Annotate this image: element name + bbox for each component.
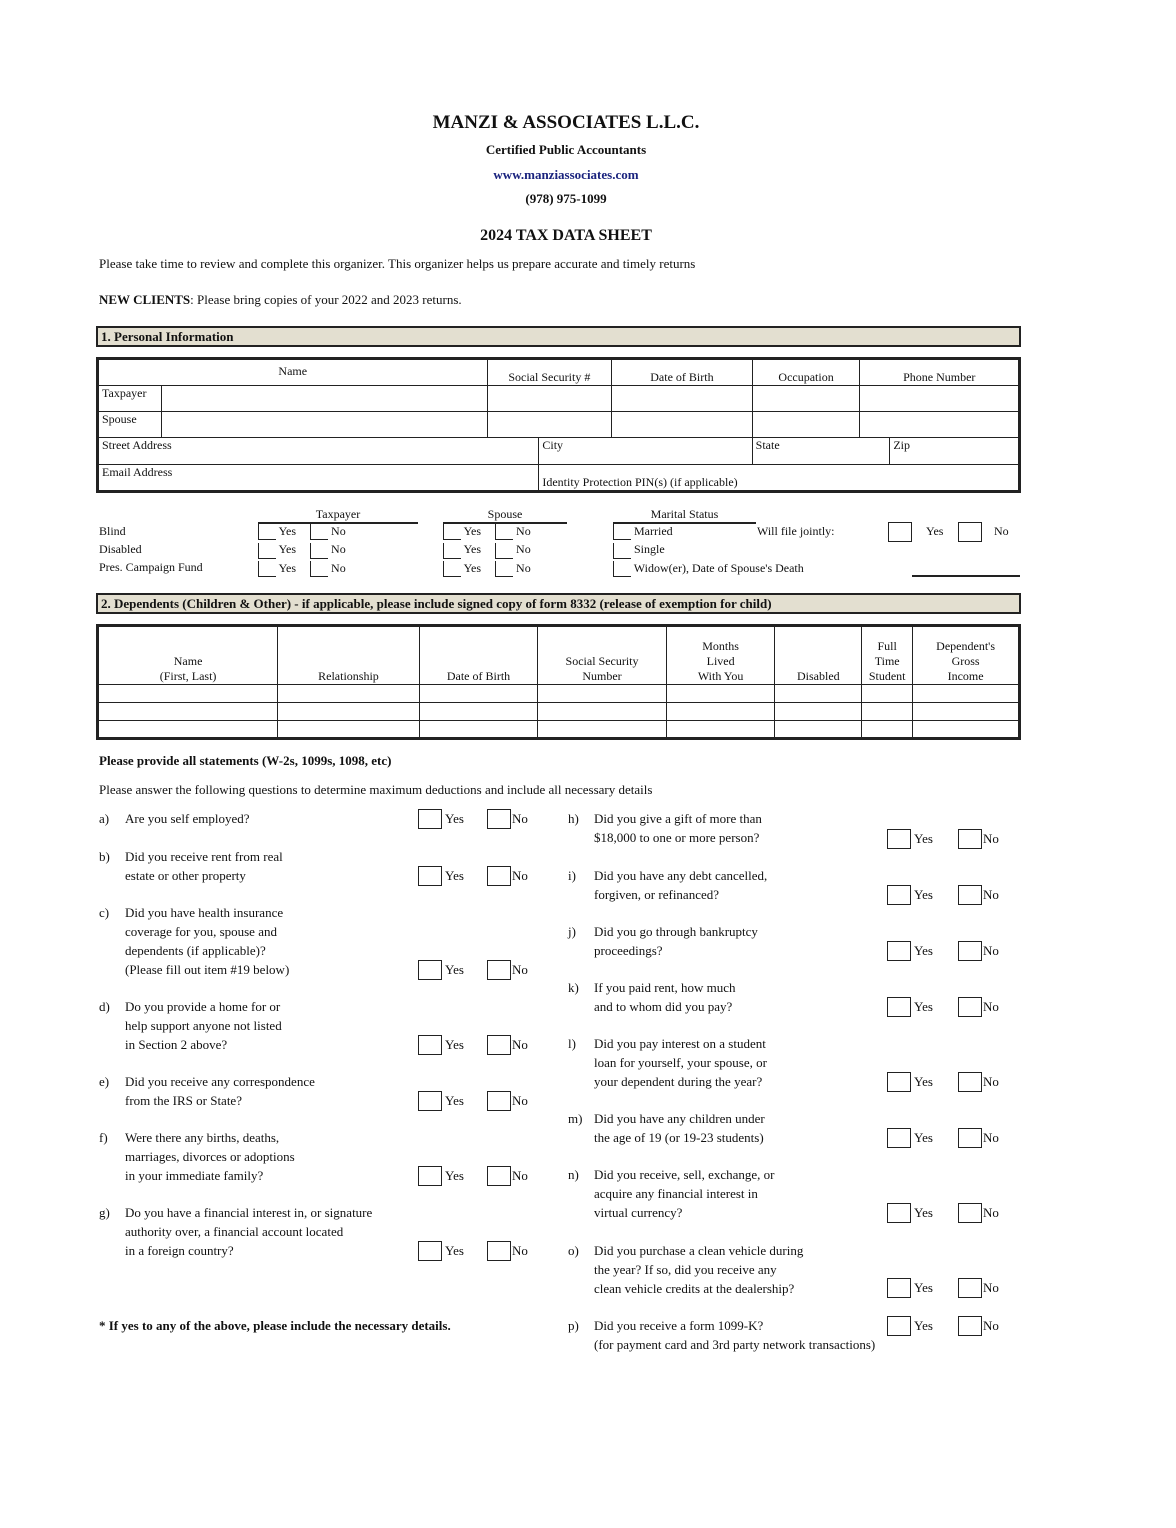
dep-col-disabled: Disabled bbox=[775, 626, 862, 685]
taxpayer-ssn-field[interactable] bbox=[487, 386, 612, 412]
question-no-checkbox[interactable] bbox=[958, 1203, 982, 1223]
question-yes-label: Yes bbox=[445, 1168, 464, 1183]
question-no-label: No bbox=[512, 811, 528, 826]
question-no-label: No bbox=[983, 831, 999, 846]
question-no-label: No bbox=[512, 1243, 528, 1258]
question-line: Did you have any children under bbox=[594, 1111, 765, 1126]
question-yes-label: Yes bbox=[445, 811, 464, 826]
spouse-disabled-no-checkbox[interactable] bbox=[495, 543, 513, 559]
dependent-cell[interactable] bbox=[98, 703, 278, 721]
question-yes-checkbox[interactable] bbox=[418, 1091, 442, 1111]
question-text bbox=[594, 1109, 765, 1147]
dependent-cell[interactable] bbox=[862, 721, 913, 739]
question-yes-checkbox[interactable] bbox=[418, 866, 442, 886]
dependent-row bbox=[98, 685, 1020, 703]
spouse-blind-yes-checkbox[interactable] bbox=[443, 524, 461, 540]
dep-col-relationship: Relationship bbox=[278, 626, 420, 685]
col-name-header: Name bbox=[98, 359, 488, 386]
dep-col-student bbox=[862, 626, 913, 685]
question-yes-checkbox[interactable] bbox=[887, 997, 911, 1017]
question-no-label: No bbox=[983, 999, 999, 1014]
dependent-cell[interactable] bbox=[278, 703, 420, 721]
question-yes-checkbox[interactable] bbox=[887, 941, 911, 961]
yes-label: Yes bbox=[463, 542, 482, 557]
question-yes-checkbox[interactable] bbox=[418, 809, 442, 829]
question-no-label: No bbox=[983, 887, 999, 902]
question-no-checkbox[interactable] bbox=[958, 1128, 982, 1148]
question-yes-label: Yes bbox=[445, 1093, 464, 1108]
dependents-table bbox=[96, 624, 1021, 740]
question-letter: g) bbox=[99, 1205, 110, 1220]
dependent-cell[interactable] bbox=[538, 685, 667, 703]
question-letter: b) bbox=[99, 849, 110, 864]
question-line: loan for yourself, your spouse, or bbox=[594, 1055, 767, 1070]
question-text bbox=[125, 847, 283, 885]
question-letter: p) bbox=[568, 1318, 579, 1333]
dep-col-student-line3: Student bbox=[868, 669, 906, 683]
question-yes-label: Yes bbox=[914, 1074, 933, 1089]
new-clients-label: NEW CLIENTS bbox=[99, 292, 191, 307]
col-occupation-header: Occupation bbox=[752, 359, 860, 386]
new-clients-note bbox=[99, 292, 462, 308]
yes-label: Yes bbox=[278, 524, 297, 538]
taxpayer-status-checks bbox=[258, 522, 346, 577]
taxpayer-dob-field[interactable] bbox=[612, 386, 753, 412]
dependent-cell[interactable] bbox=[278, 721, 420, 739]
dependent-cell[interactable] bbox=[419, 703, 538, 721]
question-line: Do you provide a home for or bbox=[125, 999, 281, 1014]
question-yes-checkbox[interactable] bbox=[887, 829, 911, 849]
spouse-campaign-yes-checkbox[interactable] bbox=[443, 561, 461, 577]
question-line: (for payment card and 3rd party network transactions) bbox=[594, 1337, 876, 1352]
question-letter: h) bbox=[568, 811, 579, 826]
status-marital-heading: Marital Status bbox=[613, 507, 756, 524]
question-text bbox=[594, 866, 767, 904]
spouse-blind-no-checkbox[interactable] bbox=[495, 524, 513, 540]
question-line: proceedings? bbox=[594, 943, 663, 958]
marital-widow-checkbox[interactable] bbox=[613, 561, 631, 577]
question-no-label: No bbox=[983, 1074, 999, 1089]
spouse-death-date-line[interactable] bbox=[912, 575, 1020, 577]
question-line: Did you have health insurance bbox=[125, 905, 284, 920]
dep-col-income-line2: Gross bbox=[951, 654, 980, 668]
question-text bbox=[594, 1241, 803, 1298]
question-line: Did you have any debt cancelled, bbox=[594, 868, 768, 883]
question-yes-checkbox[interactable] bbox=[887, 1203, 911, 1223]
question-line: forgiven, or refinanced? bbox=[594, 887, 720, 902]
zip-field[interactable] bbox=[890, 438, 1020, 465]
yes-label: Yes bbox=[278, 560, 297, 575]
status-row-disabled: Disabled bbox=[99, 542, 142, 556]
question-letter: k) bbox=[568, 980, 579, 995]
question-line: Did you give a gift of more than bbox=[594, 811, 762, 826]
question-text bbox=[125, 903, 289, 979]
section2-header: 2. Dependents (Children & Other) - if applicable, please include signed copy of form 8332 (release of exemption for child) bbox=[96, 593, 1021, 614]
question-yes-label: Yes bbox=[445, 1243, 464, 1258]
state-field[interactable] bbox=[752, 438, 890, 465]
firm-name: MANZI & ASSOCIATES L.L.C. bbox=[432, 112, 700, 133]
question-line: Did you go through bankruptcy bbox=[594, 924, 758, 939]
dep-col-months bbox=[666, 626, 775, 685]
question-yes-checkbox[interactable] bbox=[887, 1072, 911, 1092]
file-jointly-yes-checkbox[interactable] bbox=[888, 522, 912, 542]
question-line: and to whom did you pay? bbox=[594, 999, 733, 1014]
question-line: help support anyone not listed bbox=[125, 1018, 282, 1033]
question-yes-checkbox[interactable] bbox=[418, 1166, 442, 1186]
spouse-name-field[interactable] bbox=[161, 412, 487, 438]
question-line: the age of 19 (or 19-23 students) bbox=[594, 1130, 764, 1145]
question-line: estate or other property bbox=[125, 868, 246, 883]
spouse-phone-field[interactable] bbox=[860, 412, 1020, 438]
question-no-label: No bbox=[983, 1280, 999, 1295]
dependent-cell[interactable] bbox=[538, 721, 667, 739]
question-no-checkbox[interactable] bbox=[958, 829, 982, 849]
dependent-cell[interactable] bbox=[913, 721, 1020, 739]
pin-label: Identity Protection PIN(s) (if applicable) bbox=[542, 475, 738, 489]
question-letter: n) bbox=[568, 1167, 579, 1182]
dep-col-name-line1: Name bbox=[173, 654, 203, 668]
dep-col-income-line3: Income bbox=[947, 669, 984, 683]
question-letter: i) bbox=[568, 868, 576, 883]
question-no-checkbox[interactable] bbox=[487, 1091, 511, 1111]
intro-text: Please take time to review and complete this organizer. This organizer helps us prepare accurate and timely returns bbox=[99, 256, 696, 271]
question-no-label: No bbox=[512, 1037, 528, 1052]
sheet-title: 2024 TAX DATA SHEET bbox=[480, 227, 652, 244]
dep-col-name-line2: (First, Last) bbox=[159, 669, 217, 683]
question-no-checkbox[interactable] bbox=[958, 997, 982, 1017]
question-text bbox=[594, 978, 736, 1016]
answer-questions-note: Please answer the following questions to determine maximum deductions and include all necessary details bbox=[99, 782, 653, 797]
dependent-cell[interactable] bbox=[775, 685, 862, 703]
question-line: $18,000 to one or more person? bbox=[594, 830, 760, 845]
dependent-cell[interactable] bbox=[666, 685, 775, 703]
question-line: Did you receive rent from real bbox=[125, 849, 283, 864]
dependent-cell[interactable] bbox=[862, 685, 913, 703]
taxpayer-campaign-yes-checkbox[interactable] bbox=[258, 561, 276, 577]
status-row-campaign: Pres. Campaign Fund bbox=[99, 560, 203, 574]
question-line: authority over, a financial account located bbox=[125, 1224, 344, 1239]
yes-label: Yes bbox=[463, 524, 482, 538]
question-line: in your immediate family? bbox=[125, 1168, 264, 1183]
taxpayer-blind-yes-checkbox[interactable] bbox=[258, 524, 276, 540]
question-line: Did you receive, sell, exchange, or bbox=[594, 1167, 775, 1182]
question-no-label: No bbox=[512, 1093, 528, 1108]
no-label: No bbox=[516, 542, 531, 557]
dep-col-ssn-line1: Social Security bbox=[565, 654, 639, 668]
question-text bbox=[594, 1316, 875, 1354]
question-yes-checkbox[interactable] bbox=[418, 1035, 442, 1055]
question-yes-checkbox[interactable] bbox=[418, 1241, 442, 1261]
question-line: in Section 2 above? bbox=[125, 1037, 228, 1052]
question-no-label: No bbox=[512, 1168, 528, 1183]
question-line: the year? If so, did you receive any bbox=[594, 1262, 777, 1277]
question-line: dependents (if applicable)? bbox=[125, 943, 266, 958]
question-no-checkbox[interactable] bbox=[958, 1316, 982, 1336]
taxpayer-name-field[interactable] bbox=[161, 386, 487, 412]
new-clients-text: : Please bring copies of your 2022 and 2023 returns. bbox=[190, 292, 462, 307]
yes-label: Yes bbox=[278, 542, 297, 557]
firm-website-link[interactable]: www.manziassociates.com bbox=[493, 167, 639, 182]
question-letter: l) bbox=[568, 1036, 576, 1051]
dependent-cell[interactable] bbox=[913, 703, 1020, 721]
dependent-cell[interactable] bbox=[419, 685, 538, 703]
yes-label: Yes bbox=[463, 560, 482, 575]
file-jointly-no-checkbox[interactable] bbox=[958, 522, 982, 542]
dependent-cell[interactable] bbox=[913, 685, 1020, 703]
question-line: If you paid rent, how much bbox=[594, 980, 736, 995]
status-taxpayer-heading: Taxpayer bbox=[258, 507, 418, 524]
no-label: No bbox=[331, 560, 346, 575]
dependent-row bbox=[98, 703, 1020, 721]
no-label: No bbox=[331, 524, 346, 538]
question-letter: c) bbox=[99, 905, 110, 920]
dep-col-name bbox=[98, 626, 278, 685]
spouse-occupation-field[interactable] bbox=[752, 412, 860, 438]
marital-single-checkbox[interactable] bbox=[613, 543, 631, 559]
file-jointly-yes-label: Yes bbox=[926, 524, 944, 538]
dependent-cell[interactable] bbox=[775, 721, 862, 739]
col-dob-header: Date of Birth bbox=[612, 359, 753, 386]
taxpayer-disabled-yes-checkbox[interactable] bbox=[258, 543, 276, 559]
spouse-disabled-yes-checkbox[interactable] bbox=[443, 543, 461, 559]
question-text bbox=[125, 1203, 372, 1260]
dep-col-ssn-line2: Number bbox=[582, 669, 622, 683]
no-label: No bbox=[516, 524, 531, 538]
question-letter: e) bbox=[99, 1074, 110, 1089]
question-no-checkbox[interactable] bbox=[487, 960, 511, 980]
personal-info-table bbox=[96, 357, 1021, 493]
no-label: No bbox=[331, 542, 346, 557]
spouse-status-checks bbox=[443, 522, 531, 577]
dependent-row bbox=[98, 721, 1020, 739]
dep-col-months-line3: With You bbox=[697, 669, 744, 683]
dependent-cell[interactable] bbox=[278, 685, 420, 703]
pin-field[interactable] bbox=[539, 465, 1020, 492]
email-field[interactable] bbox=[98, 465, 539, 492]
col-ssn-header: Social Security # bbox=[487, 359, 612, 386]
question-yes-label: Yes bbox=[445, 1037, 464, 1052]
spouse-ssn-field[interactable] bbox=[487, 412, 612, 438]
taxpayer-blind-no-checkbox[interactable] bbox=[310, 524, 328, 540]
question-yes-checkbox[interactable] bbox=[418, 960, 442, 980]
dependent-cell[interactable] bbox=[862, 703, 913, 721]
street-address-label: Street Address bbox=[102, 438, 172, 452]
col-phone-header: Phone Number bbox=[860, 359, 1020, 386]
question-line: Do you have a financial interest in, or signature bbox=[125, 1205, 373, 1220]
question-no-checkbox[interactable] bbox=[487, 866, 511, 886]
question-no-checkbox[interactable] bbox=[487, 809, 511, 829]
question-yes-checkbox[interactable] bbox=[887, 1128, 911, 1148]
dep-col-student-line2: Time bbox=[874, 654, 900, 668]
question-no-checkbox[interactable] bbox=[958, 1278, 982, 1298]
file-jointly-no-label: No bbox=[994, 524, 1009, 538]
dep-col-months-line1: Months bbox=[702, 639, 739, 653]
dep-col-dob: Date of Birth bbox=[419, 626, 538, 685]
question-text bbox=[125, 809, 250, 828]
email-label: Email Address bbox=[102, 465, 173, 479]
question-text bbox=[594, 809, 762, 847]
dependent-cell[interactable] bbox=[666, 721, 775, 739]
question-yes-label: Yes bbox=[914, 887, 933, 902]
question-no-label: No bbox=[983, 1130, 999, 1145]
question-no-label: No bbox=[983, 1205, 999, 1220]
footnote: * If yes to any of the above, please include the necessary details. bbox=[99, 1318, 451, 1333]
question-no-checkbox[interactable] bbox=[487, 1035, 511, 1055]
status-spouse-heading: Spouse bbox=[443, 507, 567, 524]
firm-subtitle: Certified Public Accountants bbox=[485, 142, 647, 157]
dependent-cell[interactable] bbox=[419, 721, 538, 739]
taxpayer-phone-field[interactable] bbox=[860, 386, 1020, 412]
status-row-blind: Blind bbox=[99, 524, 126, 538]
question-yes-label: Yes bbox=[914, 1280, 933, 1295]
question-no-checkbox[interactable] bbox=[958, 1072, 982, 1092]
question-no-label: No bbox=[983, 1318, 999, 1333]
city-label: City bbox=[542, 438, 564, 452]
question-letter: a) bbox=[99, 811, 110, 826]
taxpayer-occupation-field[interactable] bbox=[752, 386, 860, 412]
question-yes-label: Yes bbox=[445, 962, 464, 977]
dep-col-ssn bbox=[538, 626, 667, 685]
spouse-label: Spouse bbox=[98, 412, 162, 438]
question-no-checkbox[interactable] bbox=[958, 941, 982, 961]
question-no-label: No bbox=[512, 868, 528, 883]
question-no-label: No bbox=[983, 943, 999, 958]
firm-phone: (978) 975-1099 bbox=[525, 191, 607, 206]
taxpayer-label: Taxpayer bbox=[98, 386, 162, 412]
city-field[interactable] bbox=[539, 438, 752, 465]
question-line: Were there any births, deaths, bbox=[125, 1130, 280, 1145]
dep-col-income-line1: Dependent's bbox=[936, 639, 995, 653]
question-line: virtual currency? bbox=[594, 1205, 683, 1220]
spouse-dob-field[interactable] bbox=[612, 412, 753, 438]
question-line: marriages, divorces or adoptions bbox=[125, 1149, 295, 1164]
dep-col-student-line1: Full bbox=[877, 639, 897, 653]
question-yes-label: Yes bbox=[914, 943, 933, 958]
question-letter: j) bbox=[568, 924, 576, 939]
question-line: Did you receive a form 1099-K? bbox=[594, 1318, 764, 1333]
dependent-cell[interactable] bbox=[98, 721, 278, 739]
dependent-cell[interactable] bbox=[775, 703, 862, 721]
question-yes-label: Yes bbox=[914, 999, 933, 1014]
dep-col-months-line2: Lived bbox=[706, 654, 735, 668]
dependent-cell[interactable] bbox=[98, 685, 278, 703]
question-line: coverage for you, spouse and bbox=[125, 924, 277, 939]
question-text bbox=[594, 1034, 767, 1091]
question-yes-label: Yes bbox=[914, 1318, 933, 1333]
dependent-cell[interactable] bbox=[666, 703, 775, 721]
file-jointly-label: Will file jointly: bbox=[757, 524, 835, 538]
question-no-checkbox[interactable] bbox=[487, 1166, 511, 1186]
taxpayer-disabled-no-checkbox[interactable] bbox=[310, 543, 328, 559]
state-label: State bbox=[755, 438, 780, 452]
question-line: acquire any financial interest in bbox=[594, 1186, 758, 1201]
street-address-field[interactable] bbox=[98, 438, 539, 465]
question-yes-label: Yes bbox=[914, 1130, 933, 1145]
marital-married-checkbox[interactable] bbox=[613, 524, 631, 540]
question-text bbox=[125, 1128, 295, 1185]
question-yes-label: Yes bbox=[445, 868, 464, 883]
question-letter: m) bbox=[568, 1111, 583, 1126]
question-line: (Please fill out item #19 below) bbox=[125, 962, 290, 977]
taxpayer-campaign-no-checkbox[interactable] bbox=[310, 561, 328, 577]
question-line: Did you purchase a clean vehicle during bbox=[594, 1243, 804, 1258]
question-line: Are you self employed? bbox=[125, 811, 250, 826]
question-line: Did you pay interest on a student bbox=[594, 1036, 766, 1051]
question-yes-checkbox[interactable] bbox=[887, 1316, 911, 1336]
question-line: clean vehicle credits at the dealership? bbox=[594, 1281, 795, 1296]
zip-label: Zip bbox=[893, 438, 911, 452]
question-yes-checkbox[interactable] bbox=[887, 1278, 911, 1298]
question-yes-label: Yes bbox=[914, 831, 933, 846]
question-text bbox=[594, 922, 758, 960]
question-yes-checkbox[interactable] bbox=[887, 885, 911, 905]
marital-single-label: Single bbox=[634, 542, 665, 557]
no-label: No bbox=[516, 560, 531, 575]
marital-widow-label: Widow(er), Date of Spouse's Death bbox=[633, 560, 804, 575]
provide-statements-note: Please provide all statements (W-2s, 1099s, 1098, etc) bbox=[99, 753, 392, 768]
question-text bbox=[125, 1072, 315, 1110]
section1-header: 1. Personal Information bbox=[96, 326, 1021, 347]
question-letter: o) bbox=[568, 1243, 579, 1258]
dependent-cell[interactable] bbox=[538, 703, 667, 721]
question-line: from the IRS or State? bbox=[125, 1093, 242, 1108]
dep-col-income bbox=[913, 626, 1020, 685]
question-line: your dependent during the year? bbox=[594, 1074, 763, 1089]
question-no-checkbox[interactable] bbox=[958, 885, 982, 905]
question-text bbox=[594, 1165, 774, 1222]
question-no-checkbox[interactable] bbox=[487, 1241, 511, 1261]
question-line: in a foreign country? bbox=[125, 1243, 234, 1258]
marital-married-label: Married bbox=[634, 524, 673, 538]
question-line: Did you receive any correspondence bbox=[125, 1074, 315, 1089]
question-no-label: No bbox=[512, 962, 528, 977]
question-text bbox=[125, 997, 282, 1054]
question-letter: d) bbox=[99, 999, 110, 1014]
question-letter: f) bbox=[99, 1130, 108, 1145]
question-yes-label: Yes bbox=[914, 1205, 933, 1220]
spouse-campaign-no-checkbox[interactable] bbox=[495, 561, 513, 577]
